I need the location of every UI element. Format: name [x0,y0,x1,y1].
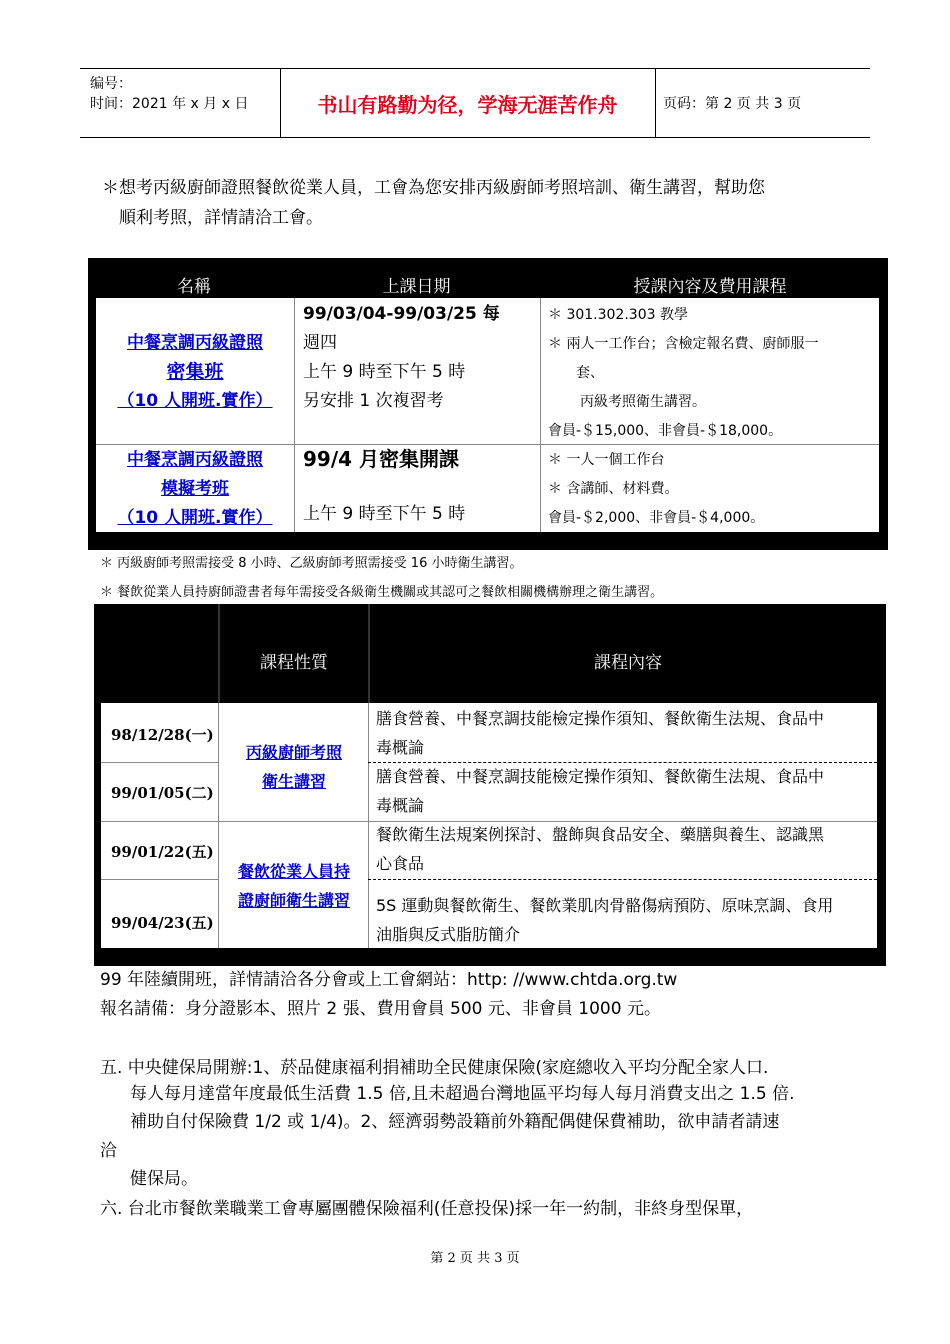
page-footer: 第 2 页 共 3 页 [430,1251,520,1266]
intro-line: 順利考照，詳情請洽工會。 [119,208,323,228]
course-name-mock[interactable] [96,446,294,533]
lecture-date: 98/12/28(一) [111,726,214,744]
course-content-mock [548,446,878,533]
section-five-line: 健保局。 [130,1169,198,1189]
course-name-line[interactable]: 中餐烹調丙級證照 [127,450,263,470]
content-line: 套、 [576,365,604,381]
info-line: 99 年陸續開班，詳情請洽各分會或上工會網站：http: //www.chtda.org.tw [100,970,678,990]
intro-paragraph [102,173,862,233]
lecture-type-line[interactable]: 丙級廚師考照 [245,743,342,762]
column-divider [218,703,219,948]
content-line: 毒概論 [376,738,425,757]
course-name-line[interactable]: 模擬考班 [161,479,229,499]
content-line: ＊ 一人一個工作台 [548,452,665,468]
course-name-line[interactable]: 密集班 [166,361,224,383]
column-divider [368,703,369,948]
table1-header-content: 授課內容及費用課程 [633,276,787,297]
header-divider [218,604,220,704]
section-six: 六. 台北市餐飲業職業工會專屬團體保險福利(任意投保)採一年一約制，非終身型保單， [100,1199,754,1219]
intro-line: ＊想考丙級廚師證照餐飲從業人員，工會為您安排丙級廚師考照培訓、衛生講習，幫助您 [102,178,765,198]
page-header [80,68,870,138]
dashed-divider [368,879,877,880]
course-name-line[interactable]: 中餐烹調丙級證照 [127,333,263,353]
date-line: 另安排 1 次複習考 [303,391,444,411]
lecture-content [376,704,876,762]
date-line: 週四 [303,333,337,353]
section-five: 五. 中央健保局開辦:1、菸品健康福利捐補助全民健康保險(家庭總收入平均分配全家人口. [100,1058,769,1078]
lecture-type-certified[interactable] [220,857,368,915]
section-five-line: 補助自付保險費 1/2 或 1/4)。2、經濟弱勢設籍前外籍配偶健保費補助，欲申請者請速 [130,1112,780,1132]
lecture-type-line[interactable]: 衛生講習 [261,772,326,791]
table2-header-content: 課程內容 [594,652,662,673]
lecture-type-line[interactable]: 餐飲從業人員持 [237,862,350,881]
header-divider [655,69,656,137]
lecture-content [376,762,876,820]
course-name-intensive[interactable] [96,329,294,416]
note: ＊ 丙級廚師考照需接受 8 小時、乙級廚師考照需接受 16 小時衛生講習。 [100,556,523,571]
course-name-line[interactable]: （10 人開班.實作） [117,508,273,528]
lecture-content [376,891,876,949]
content-line: 膳食營養、中餐烹調技能檢定操作須知、餐飲衛生法規、食品中 [376,767,825,786]
date-line: 99/4 月密集開課 [303,447,460,471]
course-name-line[interactable]: （10 人開班.實作） [117,391,273,411]
lecture-content [376,820,876,878]
content-line: 5S 運動與餐飲衛生、餐飲業肌肉骨骼傷病預防、原味烹調、食用 [376,896,834,915]
column-divider [294,298,295,532]
header-divider [368,604,370,704]
row-divider [101,879,218,880]
content-line: 會員-＄2,000、非會員-＄4,000。 [548,510,765,526]
content-line: 餐飲衛生法規案例探討、盤飾與食品安全、藥膳與養生、認識黑 [376,825,825,844]
course-date-intensive [303,300,538,416]
course-date-mock [303,445,538,529]
date-line: 99/03/04-99/03/25 每 [303,304,500,324]
lecture-date: 99/04/23(五) [111,914,214,932]
column-divider [540,298,541,532]
page-info: 页码：第 2 页 共 3 页 [663,96,802,112]
content-line: ＊ 301.302.303 教學 [548,307,688,323]
content-line: ＊ 兩人一工作台；含檢定報名費、廚師服一 [548,336,819,352]
lecture-date: 99/01/05(二) [111,784,214,802]
lecture-date: 99/01/22(五) [111,843,214,861]
content-line: 膳食營養、中餐烹調技能檢定操作須知、餐飲衛生法規、食品中 [376,709,825,728]
date-line: 上午 9 時至下午 5 時 [303,362,466,382]
content-line: 心食品 [376,854,425,873]
table1-header-name: 名稱 [177,276,211,297]
content-line: 會員-＄15,000、非會員-＄18,000。 [548,423,783,439]
row-divider [101,762,218,763]
content-line: ＊ 含講師、材料費。 [548,481,679,497]
number-label: 编号： [90,76,132,92]
content-line: 丙級考照衛生講習。 [580,394,706,410]
table1-header-date: 上課日期 [382,276,451,297]
table2-header-type: 課程性質 [260,652,328,673]
header-meta [90,74,248,114]
header-motto: 书山有路勤为径，学海无涯苦作舟 [317,92,618,117]
content-line: 油脂與反式脂肪簡介 [376,925,521,944]
section-five-line: 每人每月達當年度最低生活費 1.5 倍,且未超過台灣地區平均每人每月消費支出之 1.5 倍. [130,1084,795,1104]
lecture-type-basic[interactable] [220,738,368,796]
info-line: 報名請備：身分證影本、照片 2 張、費用會員 500 元、非會員 1000 元。 [100,999,661,1019]
lecture-type-line[interactable]: 證廚師衛生講習 [237,891,350,910]
note: ＊ 餐飲從業人員持廚師證書者每年需接受各級衛生機關或其認可之餐飲相關機構辦理之衛生講習。 [100,585,664,600]
content-line: 毒概論 [376,796,425,815]
course-content-intensive [548,301,878,446]
section-five-line: 洽 [100,1141,117,1161]
time-label: 时间：2021 年 x 月 x 日 [90,96,249,112]
date-line: 上午 9 時至下午 5 時 [303,504,466,524]
